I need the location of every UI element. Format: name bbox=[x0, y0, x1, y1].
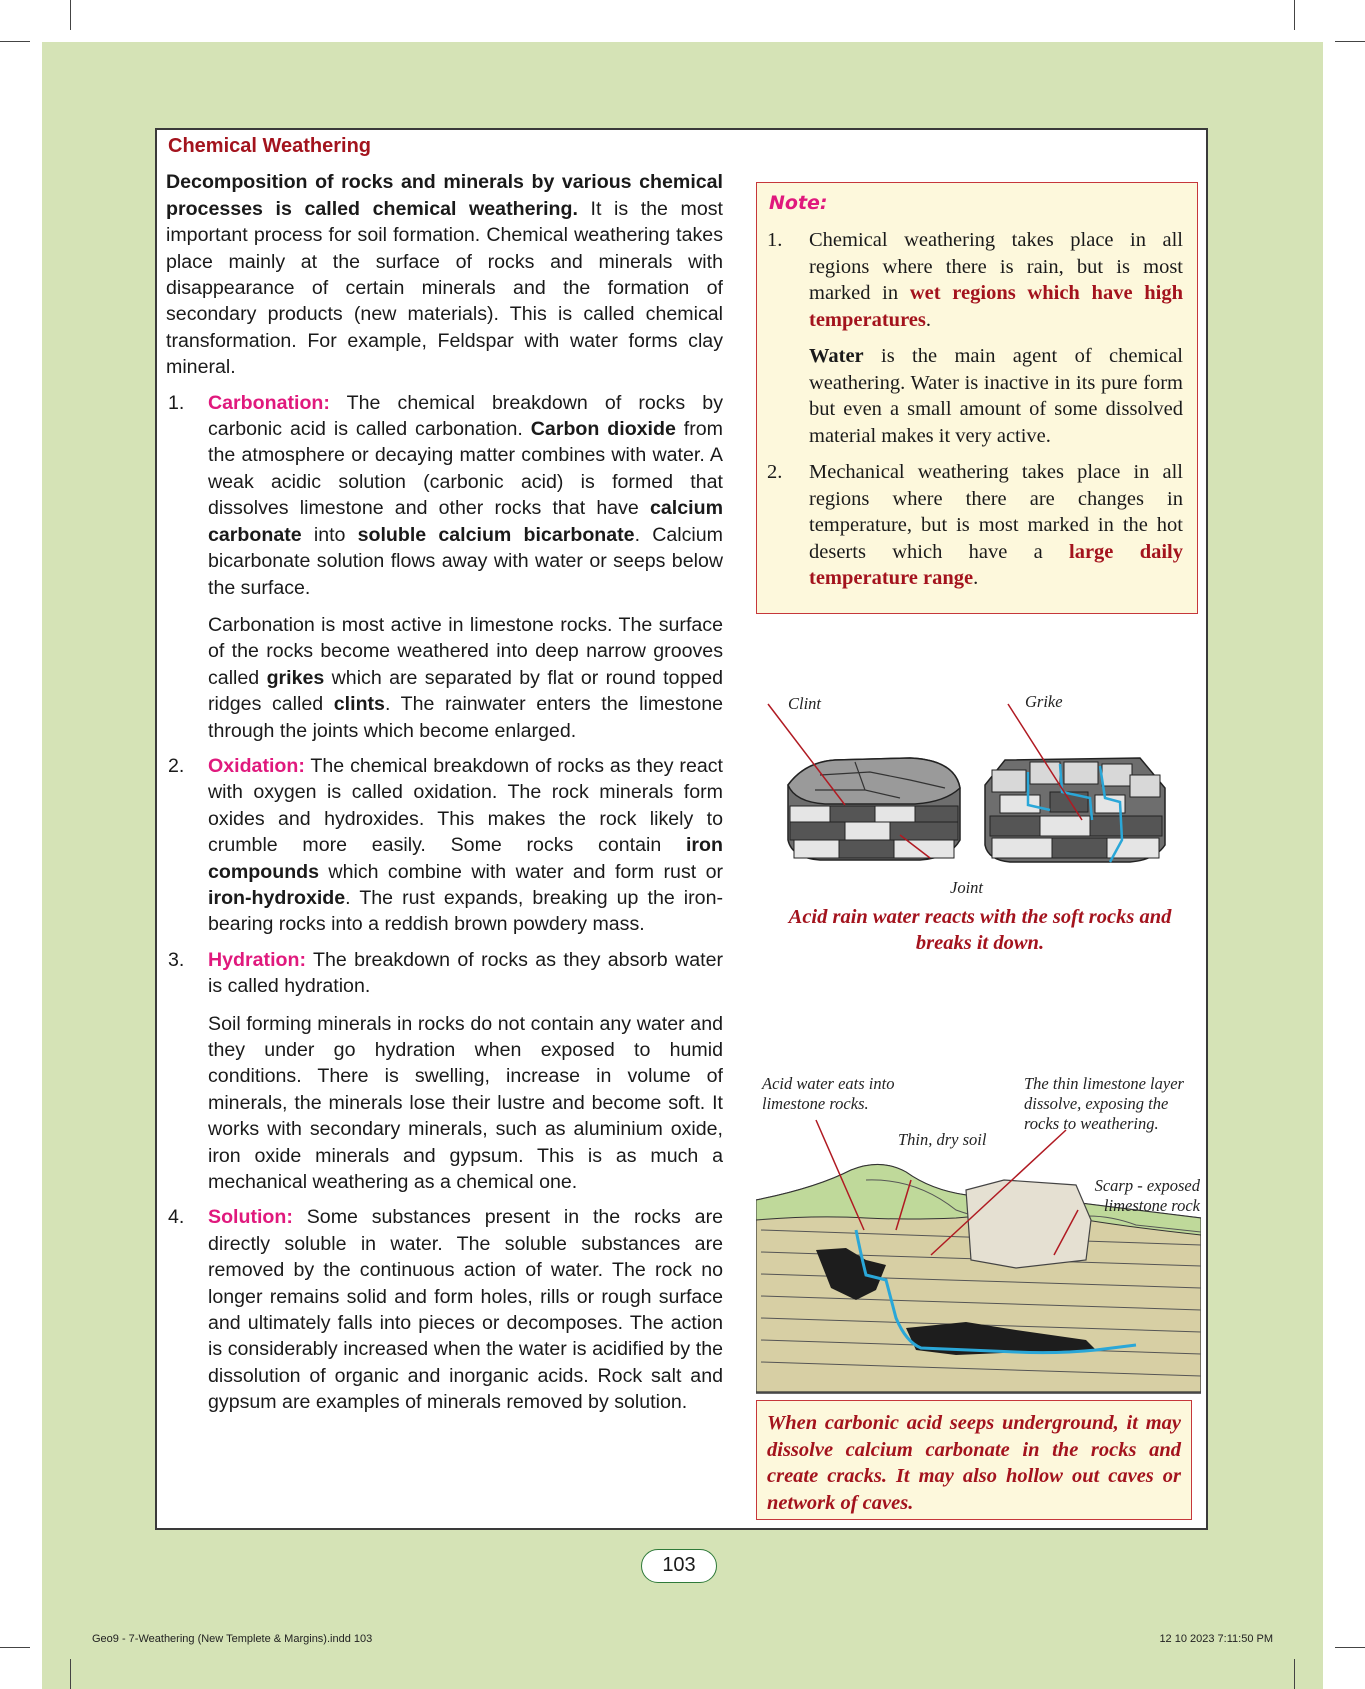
item-term: Solution: bbox=[208, 1206, 293, 1229]
list-item-solution bbox=[166, 1204, 723, 1415]
item-text: The chemical breakdown of rocks as they react with oxygen is called oxidation. The rock minerals form oxides and hydroxides. This makes the rock likely to crumble more easily. Some rocks contain bbox=[208, 754, 723, 857]
item-term: Oxidation: bbox=[208, 754, 305, 777]
item-text: which combine with water and form rust or bbox=[319, 860, 723, 883]
crop-mark bbox=[1294, 0, 1295, 30]
item-text: from the atmosphere or decaying matter combines with water. A weak acidic solution (carbonic acid) is formed that dissolves limestone and other rocks that have bbox=[208, 418, 723, 520]
note-highlight: wet regions which have high temperatures bbox=[809, 282, 1184, 331]
list-item-oxidation bbox=[166, 753, 723, 938]
section-title: Chemical Weathering bbox=[168, 135, 372, 157]
item-text: which are separated by flat or round topped ridges called bbox=[208, 666, 723, 716]
cave-figure bbox=[756, 1060, 1201, 1400]
note-item-number: 1. bbox=[767, 229, 783, 251]
crop-mark bbox=[1294, 1659, 1295, 1689]
bold-term: Carbon dioxide bbox=[530, 418, 676, 441]
item-text: Some substances present in the rocks are directly soluble in water. The soluble substances are removed by the continuous action of water. The rock no longer remains solid and form holes, rills or rough surface and ultimately falls into pieces or decomposes. The action is considerably increased when the water is acidified by the dissolution of organic and inorganic acids. Rock salt and gypsum are examples of minerals removed by solution. bbox=[208, 1206, 723, 1414]
item-text: . The rainwater enters the limestone through the joints which become enlarged. bbox=[208, 693, 723, 742]
bold-term: clints bbox=[333, 693, 385, 716]
item-term: Carbonation: bbox=[208, 391, 330, 414]
thin-layer-label: The thin limestone layer dissolve, exposing the rocks to weathering. bbox=[1024, 1074, 1184, 1133]
item-text: Carbonation is most active in limestone rocks. The surface of the rocks become weathered into deep narrow grooves called bbox=[208, 613, 723, 689]
bold-term: grikes bbox=[266, 666, 325, 689]
note-text: is the main agent of chemical weathering. Water is inactive in its pure form but even a small amount of some dissolved material makes it very active. bbox=[809, 345, 1183, 447]
figure2-caption: When carbonic acid seeps underground, it may dissolve calcium carbonate in the rocks and create cracks. It may also hollow out caves or network of caves. bbox=[756, 1400, 1192, 1520]
crop-mark bbox=[70, 0, 71, 30]
note-item-number: 2. bbox=[767, 461, 783, 483]
clint-grike-illustration bbox=[760, 680, 1200, 900]
left-column bbox=[166, 133, 723, 1416]
crop-mark bbox=[1335, 41, 1365, 42]
note-highlight: large daily temperature range bbox=[809, 540, 1183, 589]
clint-grike-figure bbox=[760, 680, 1200, 900]
item-text: into bbox=[301, 523, 358, 546]
item-text: The breakdown of rocks as they absorb water is called hydration. bbox=[208, 948, 723, 998]
note-item bbox=[767, 227, 1183, 333]
figure1-caption: Acid rain water reacts with the soft rocks and breaks it down. bbox=[788, 906, 1172, 954]
note-body bbox=[767, 227, 1183, 602]
note-item bbox=[767, 459, 1183, 592]
item-number: 1. bbox=[168, 391, 185, 414]
crop-mark bbox=[70, 1659, 71, 1689]
note-box bbox=[756, 182, 1198, 614]
note-text: . bbox=[925, 308, 932, 331]
limestone-block-left bbox=[788, 758, 960, 860]
item-number: 4. bbox=[168, 1206, 185, 1229]
bold-term: calcium carbonate bbox=[208, 497, 723, 546]
page-number: 103 bbox=[641, 1549, 717, 1583]
acid-water-label: Acid water eats into limestone rocks. bbox=[762, 1074, 895, 1113]
item-term: Hydration: bbox=[208, 948, 306, 971]
slug-file-info: Geo9 - 7-Weathering (New Templete & Margins).indd 103 bbox=[92, 1633, 373, 1645]
intro-definition: Decomposition of rocks and minerals by various chemical processes is called chemical weathering. bbox=[166, 171, 723, 220]
intro-paragraph bbox=[166, 169, 723, 380]
item-text: The chemical breakdown of rocks by carbonic acid is called carbonation. bbox=[208, 391, 723, 441]
crop-mark bbox=[0, 41, 30, 42]
crop-mark bbox=[0, 1647, 30, 1648]
item-number: 3. bbox=[168, 948, 185, 971]
item-number: 2. bbox=[168, 754, 185, 777]
item-text: . The rust expands, breaking up the iron-bearing rocks into a reddish brown powdery mass. bbox=[208, 886, 723, 936]
bold-term: soluble calcium bicarbonate bbox=[357, 523, 635, 546]
note-text: . bbox=[973, 567, 979, 589]
item-text: . Calcium bicarbonate solution flows away with water or seeps below the surface. bbox=[208, 523, 723, 599]
carbonation-subparagraph bbox=[166, 612, 723, 744]
list-item-hydration bbox=[166, 947, 723, 1000]
note-title: Note: bbox=[769, 192, 828, 214]
grike-label: Grike bbox=[1025, 692, 1063, 711]
scarp-label: Scarp - exposed limestone rock bbox=[1094, 1176, 1200, 1215]
note-text: Mechanical weathering takes place in all regions where there are changes in temperature, but is most marked in the hot deserts which have a bbox=[809, 461, 1183, 563]
list-item-carbonation bbox=[166, 390, 723, 601]
joint-label: Joint bbox=[950, 878, 983, 897]
intro-text: It is the most important process for soil formation. Chemical weathering takes place mainly at the surface of rocks and minerals with disappearance of certain minerals and the formation of secondary products (new materials). This is called chemical transformation. For example, Feldspar with water forms clay mineral. bbox=[166, 197, 723, 379]
slug-timestamp: 12 10 2023 7:11:50 PM bbox=[1159, 1633, 1273, 1645]
hydration-subparagraph: Soil forming minerals in rocks do not contain any water and they under go hydration when exposed to humid conditions. There is swelling, increase in volume of minerals, the minerals lose their lustre and become soft. It works with secondary minerals, such as aluminium oxide, iron oxide minerals and gypsum. This is as much a mechanical weathering as a chemical one. bbox=[208, 1012, 723, 1194]
note-subparagraph bbox=[767, 343, 1183, 449]
note-text: Chemical weathering takes place in all regions where there is rain, but is most marked in bbox=[809, 229, 1183, 304]
thin-soil-label: Thin, dry soil bbox=[898, 1130, 987, 1149]
bold-term: iron compounds bbox=[208, 834, 723, 883]
bold-term: iron-hydroxide bbox=[208, 886, 346, 909]
clint-label: Clint bbox=[788, 694, 822, 713]
crop-mark bbox=[1335, 1647, 1365, 1648]
note-bold: Water bbox=[809, 345, 864, 367]
